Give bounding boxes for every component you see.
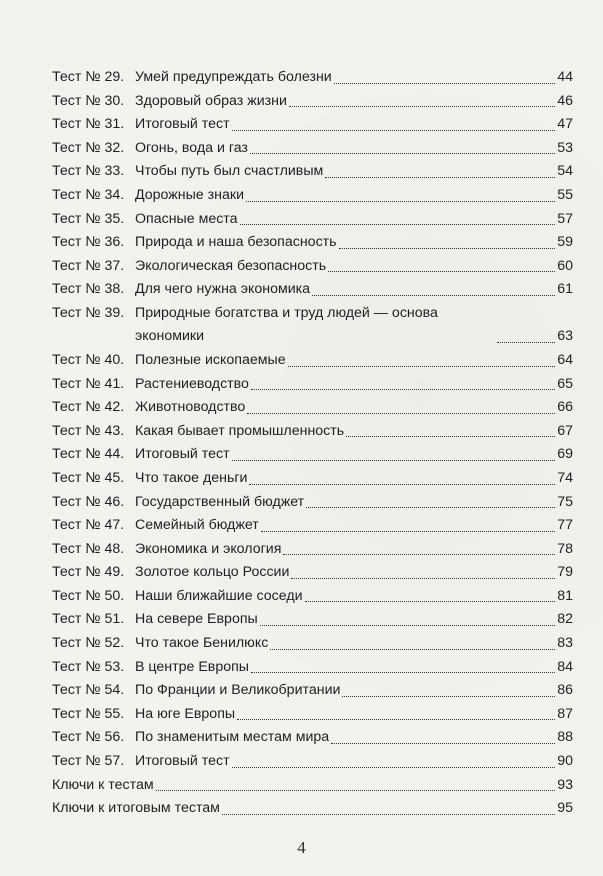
table-of-contents bbox=[52, 66, 573, 821]
dot-leader bbox=[250, 152, 555, 154]
test-number: Тест № 49. bbox=[52, 564, 125, 581]
test-number: Тест № 55. bbox=[52, 705, 125, 722]
entry-page-number: 79 bbox=[557, 564, 573, 581]
dot-leader bbox=[246, 200, 555, 202]
entry-page-number: 90 bbox=[557, 753, 573, 770]
entry-title: Золотое кольцо России bbox=[135, 564, 290, 581]
dot-leader bbox=[325, 176, 555, 178]
test-number: Тест № 34. bbox=[52, 186, 125, 203]
entry-page-number: 88 bbox=[557, 729, 573, 746]
toc-entry bbox=[52, 160, 573, 184]
entry-page-number: 95 bbox=[557, 800, 573, 817]
toc-entry bbox=[52, 585, 573, 609]
entry-title: Природные богатства и труд людей — основа экономики bbox=[135, 304, 438, 345]
dot-leader bbox=[270, 648, 555, 650]
test-number: Тест № 42. bbox=[52, 399, 125, 416]
entry-title: Ключи к итоговым тестам bbox=[52, 800, 220, 817]
entry-title: Огонь, вода и газ bbox=[135, 139, 248, 156]
test-number: Тест № 38. bbox=[52, 281, 125, 298]
dot-leader bbox=[312, 294, 555, 296]
entry-title: Итоговый тест bbox=[135, 446, 230, 463]
test-number: Тест № 45. bbox=[52, 469, 125, 486]
dot-leader bbox=[305, 600, 556, 602]
dot-leader bbox=[334, 82, 556, 84]
entry-page-number: 55 bbox=[557, 186, 573, 203]
dot-leader bbox=[328, 270, 555, 272]
entry-page-number: 53 bbox=[557, 139, 573, 156]
entry-page-number: 78 bbox=[557, 540, 573, 557]
entry-title: Итоговый тест bbox=[135, 753, 230, 770]
dot-leader bbox=[339, 247, 556, 249]
entry-title: Животноводство bbox=[135, 399, 246, 416]
entry-title: Полезные ископаемые bbox=[135, 351, 286, 368]
entry-title: Опасные места bbox=[135, 210, 238, 227]
entry-title: Что такое Бенилюкс bbox=[135, 635, 269, 652]
dot-leader bbox=[291, 577, 555, 579]
dot-leader bbox=[288, 365, 556, 367]
entry-page-number: 93 bbox=[557, 776, 573, 793]
toc-entry bbox=[52, 208, 573, 232]
dot-leader bbox=[156, 789, 556, 791]
entry-title: Экологическая безопасность bbox=[135, 257, 327, 274]
test-number: Тест № 48. bbox=[52, 540, 125, 557]
toc-entry bbox=[52, 255, 573, 279]
dot-leader bbox=[346, 435, 555, 437]
dot-leader bbox=[232, 459, 556, 461]
entry-title: Природа и наша безопасность bbox=[135, 234, 337, 251]
entry-page-number: 47 bbox=[557, 116, 573, 133]
test-number: Тест № 47. bbox=[52, 517, 125, 534]
test-number: Тест № 52. bbox=[52, 635, 125, 652]
dot-leader bbox=[247, 412, 555, 414]
entry-page-number: 63 bbox=[557, 328, 573, 345]
dot-leader bbox=[261, 530, 555, 532]
toc-entry bbox=[52, 302, 573, 349]
toc-entry bbox=[52, 231, 573, 255]
entry-page-number: 61 bbox=[557, 281, 573, 298]
entry-title: Что такое деньги bbox=[135, 469, 248, 486]
toc-entry bbox=[52, 113, 573, 137]
entry-page-number: 67 bbox=[557, 422, 573, 439]
entry-title: Семейный бюджет bbox=[135, 517, 259, 534]
dot-leader bbox=[249, 483, 555, 485]
entry-page-number: 66 bbox=[557, 399, 573, 416]
test-number: Тест № 39. bbox=[52, 304, 125, 321]
test-number: Тест № 41. bbox=[52, 375, 125, 392]
test-number: Тест № 51. bbox=[52, 611, 125, 628]
dot-leader bbox=[232, 766, 556, 768]
test-number: Тест № 35. bbox=[52, 210, 125, 227]
entry-title: Какая бывает промышленность bbox=[135, 422, 345, 439]
entry-page-number: 60 bbox=[557, 257, 573, 274]
toc-entry bbox=[52, 608, 573, 632]
test-number: Тест № 54. bbox=[52, 682, 125, 699]
dot-leader bbox=[222, 813, 555, 815]
test-number: Тест № 37. bbox=[52, 257, 125, 274]
toc-entry bbox=[52, 184, 573, 208]
entry-page-number: 65 bbox=[557, 375, 573, 392]
dot-leader bbox=[283, 553, 555, 555]
toc-entry bbox=[52, 726, 573, 750]
toc-entry bbox=[52, 278, 573, 302]
toc-entry-final-keys bbox=[52, 797, 573, 821]
test-number: Тест № 46. bbox=[52, 493, 125, 510]
toc-entry bbox=[52, 491, 573, 515]
entry-title: Итоговый тест bbox=[135, 116, 230, 133]
entry-page-number: 87 bbox=[557, 705, 573, 722]
toc-entry bbox=[52, 420, 573, 444]
dot-leader bbox=[251, 671, 555, 673]
entry-page-number: 74 bbox=[557, 469, 573, 486]
toc-entry bbox=[52, 703, 573, 727]
entry-page-number: 44 bbox=[557, 69, 573, 85]
entry-title: Здоровый образ жизни bbox=[135, 92, 287, 109]
entry-page-number: 86 bbox=[557, 682, 573, 699]
test-number: Тест № 50. bbox=[52, 587, 125, 604]
toc-entry bbox=[52, 373, 573, 397]
dot-leader bbox=[260, 624, 556, 626]
entry-page-number: 54 bbox=[557, 163, 573, 180]
entry-page-number: 77 bbox=[557, 517, 573, 534]
toc-entry bbox=[52, 137, 573, 161]
entry-title: В центре Европы bbox=[135, 658, 249, 675]
entry-page-number: 46 bbox=[557, 92, 573, 109]
toc-entry bbox=[52, 514, 573, 538]
entry-title: По знаменитым местам мира bbox=[135, 729, 330, 746]
test-number: Тест № 33. bbox=[52, 163, 125, 180]
toc-entry bbox=[52, 656, 573, 680]
entry-title: На юге Европы bbox=[135, 705, 236, 722]
test-number: Тест № 31. bbox=[52, 116, 125, 133]
toc-entry bbox=[52, 443, 573, 467]
dot-leader bbox=[289, 105, 555, 107]
entry-page-number: 82 bbox=[557, 611, 573, 628]
test-number: Тест № 44. bbox=[52, 446, 125, 463]
entry-page-number: 84 bbox=[557, 658, 573, 675]
toc-entry bbox=[52, 679, 573, 703]
toc-entry bbox=[52, 90, 573, 114]
toc-entry bbox=[52, 396, 573, 420]
entry-title: Умей предупреждать болезни bbox=[135, 69, 332, 85]
dot-leader bbox=[237, 718, 555, 720]
dot-leader bbox=[232, 129, 556, 131]
test-number: Тест № 32. bbox=[52, 139, 125, 156]
test-number: Тест № 53. bbox=[52, 658, 125, 675]
toc-entry bbox=[52, 66, 573, 90]
entry-page-number: 64 bbox=[557, 351, 573, 368]
entry-page-number: 83 bbox=[557, 635, 573, 652]
toc-entry bbox=[52, 467, 573, 491]
toc-entry bbox=[52, 561, 573, 585]
entry-page-number: 75 bbox=[557, 493, 573, 510]
entry-title: Для чего нужна экономика bbox=[135, 281, 311, 298]
test-number: Тест № 57. bbox=[52, 753, 125, 770]
entry-title: Государственный бюджет bbox=[135, 493, 305, 510]
entry-title: Ключи к тестам bbox=[52, 776, 154, 793]
toc-entry bbox=[52, 349, 573, 373]
test-number: Тест № 56. bbox=[52, 729, 125, 746]
test-number: Тест № 36. bbox=[52, 234, 125, 251]
entry-title: Растениеводство bbox=[135, 375, 249, 392]
toc-entry bbox=[52, 632, 573, 656]
entry-title: Чтобы путь был счастливым bbox=[135, 163, 324, 180]
test-number: Тест № 30. bbox=[52, 92, 125, 109]
dot-leader bbox=[306, 506, 555, 508]
dot-leader bbox=[331, 742, 555, 744]
toc-entry-keys bbox=[52, 774, 573, 798]
test-number: Тест № 43. bbox=[52, 422, 125, 439]
dot-leader bbox=[342, 695, 555, 697]
entry-title: По Франции и Великобритании bbox=[135, 682, 341, 699]
dot-leader bbox=[240, 223, 556, 225]
dot-leader bbox=[497, 341, 555, 343]
dot-leader bbox=[251, 388, 555, 390]
toc-entry bbox=[52, 538, 573, 562]
entry-title: Дорожные знаки bbox=[135, 186, 244, 203]
entry-title: Экономика и экология bbox=[135, 540, 282, 557]
test-number: Тест № 40. bbox=[52, 351, 125, 368]
entry-page-number: 81 bbox=[557, 587, 573, 604]
entry-page-number: 59 bbox=[557, 234, 573, 251]
entry-title: Наши ближайшие соседи bbox=[135, 587, 303, 604]
entry-page-number: 57 bbox=[557, 210, 573, 227]
page-number: 4 bbox=[297, 838, 306, 857]
toc-entry bbox=[52, 750, 573, 774]
entry-page-number: 69 bbox=[557, 446, 573, 463]
entry-title: На севере Европы bbox=[135, 611, 258, 628]
test-number: Тест № 29. bbox=[52, 69, 125, 85]
